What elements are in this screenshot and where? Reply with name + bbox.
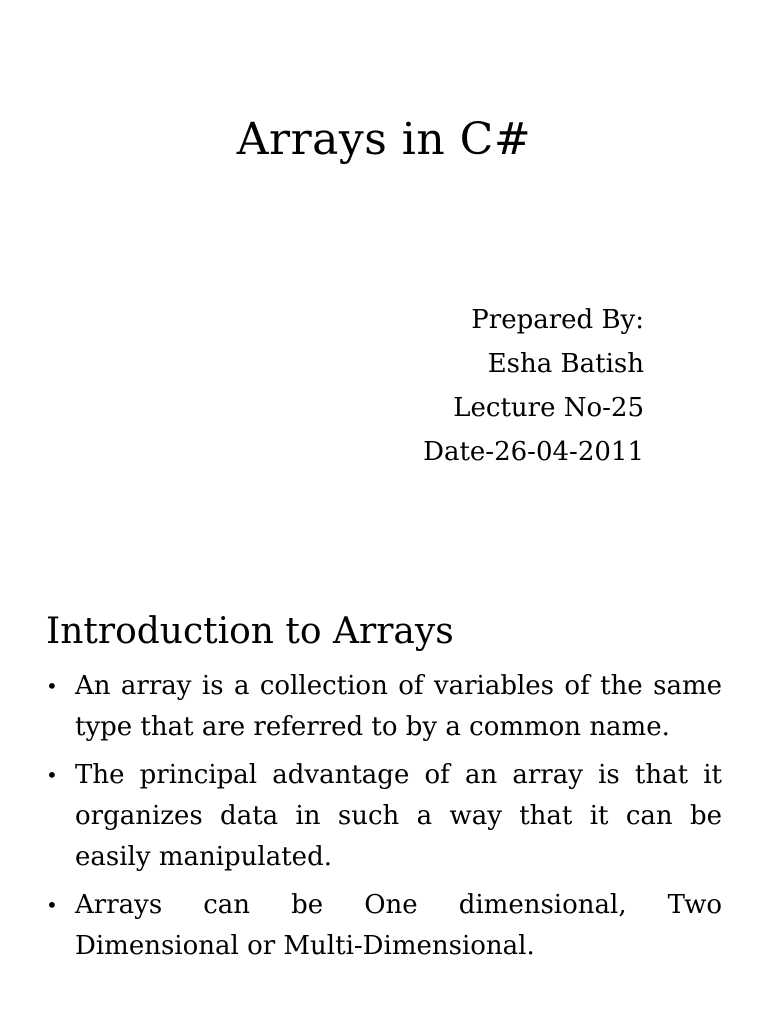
lecture-number: Lecture No-25 <box>453 393 644 423</box>
list-item <box>46 885 722 967</box>
author-name: Esha Batish <box>487 349 644 379</box>
bullet-list <box>46 666 722 974</box>
bullet-icon: • <box>46 763 58 787</box>
content-slide <box>0 590 768 1024</box>
bullet-icon: • <box>46 893 58 917</box>
list-item <box>46 755 722 878</box>
bullet-text: Arrays can be One dimensional, Two Dimensional or Multi-Dimensional. <box>75 890 722 961</box>
bullet-icon: • <box>46 674 58 698</box>
slide-title: Arrays in C# <box>236 114 532 165</box>
list-item <box>46 666 722 748</box>
prepared-by-label: Prepared By: <box>471 305 644 335</box>
section-heading: Introduction to Arrays <box>46 611 454 652</box>
bullet-text: The principal advantage of an array is that it organizes data in such a way that it can be easily manipulated. <box>75 760 722 872</box>
bullet-text: An array is a collection of variables of the same type that are referred to by a common name. <box>75 671 722 742</box>
byline-block <box>423 298 644 474</box>
lecture-date: Date-26-04-2011 <box>423 437 644 467</box>
